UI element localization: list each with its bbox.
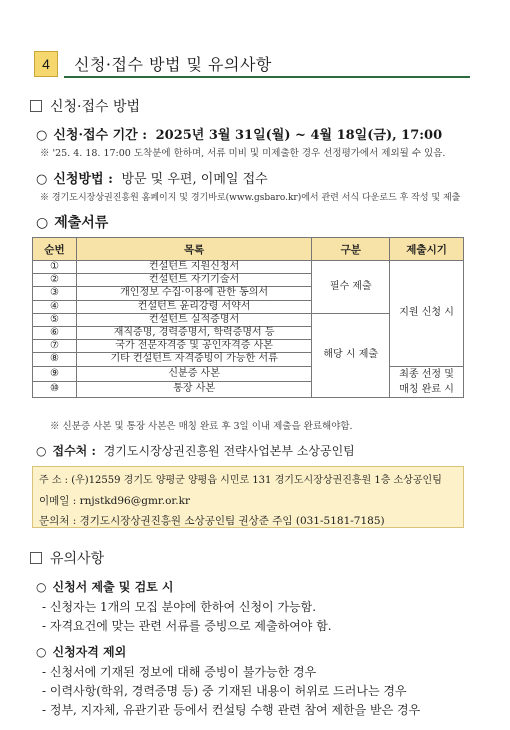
period-value: 2025년 3월 31일(월) ~ 4월 18일(금), 17:00	[155, 128, 443, 143]
header-category: 구분	[312, 238, 390, 261]
contact-box	[32, 466, 464, 528]
caution-heading-row	[30, 548, 104, 568]
caution-sub2-item: - 이력사항(학위, 경력증명 등) 중 기재된 내용이 허위로 드러나는 경우	[42, 684, 407, 698]
circle-bullet-icon: ○	[36, 128, 48, 143]
row-no: ⑥	[33, 326, 77, 339]
circle-bullet-icon: ○	[36, 444, 47, 458]
apply-heading-row	[30, 96, 140, 116]
caution-sub2-item: - 신청서에 기재된 정보에 대해 증빙이 불가능한 경우	[42, 665, 317, 679]
row-item: 컨설턴트 실적증명서	[76, 313, 311, 326]
circle-bullet-icon: ○	[36, 215, 49, 231]
table-header-row	[33, 238, 464, 261]
title-underline	[64, 76, 470, 78]
group-optional: 해당 시 제출	[312, 313, 390, 397]
caution-sub1-title: 신청서 제출 및 검토 시	[52, 580, 174, 594]
row-item: 국가 전문자격증 및 공인자격증 사본	[76, 340, 311, 353]
contact-email: 이메일 : rnjstkd96@gmr.or.kr	[39, 495, 191, 507]
caution-sub2-item: - 정부, 지자체, 유관기관 등에서 컨설팅 수행 관련 참여 제한을 받은 경우	[42, 703, 421, 717]
documents-table	[32, 237, 464, 398]
period-row	[36, 124, 442, 143]
caution-sub2-title: 신청자격 제외	[52, 645, 127, 659]
circle-bullet-icon: ○	[36, 580, 47, 594]
timing-final	[390, 366, 464, 397]
row-no: ⑦	[33, 340, 77, 353]
timing-final-line2: 매칭 완료 시	[399, 383, 454, 395]
method-note: ※ 경기도시장상권진흥원 홈페이지 및 경기바로(www.gsbaro.kr)에서 관련 서식 다운로드 후 작성 및 제출	[40, 193, 461, 203]
receiver-value: 경기도시장상권진흥원 전략사업본부 소상공인팀	[103, 444, 355, 458]
row-no: ⑩	[33, 382, 77, 398]
caution-sub1-row	[36, 578, 174, 595]
timing-apply: 지원 신청 시	[390, 261, 464, 367]
header-no: 순번	[33, 238, 77, 261]
section-title: 신청·접수 방법 및 유의사항	[74, 55, 272, 74]
table-row	[33, 366, 464, 382]
table-row	[33, 261, 464, 274]
table-note: ※ 신분증 사본 및 통장 사본은 매칭 완료 후 3일 이내 제출을 완료해야함.	[50, 421, 353, 432]
row-item: 기타 컨설턴트 자격증빙이 가능한 서류	[76, 353, 311, 366]
section-number: 4	[34, 51, 58, 77]
circle-bullet-icon: ○	[36, 172, 48, 187]
square-bullet-icon	[30, 552, 42, 564]
timing-final-line1: 최종 선정 및	[399, 368, 454, 380]
apply-heading: 신청·접수 방법	[50, 99, 141, 115]
row-no: ②	[33, 274, 77, 287]
method-value: 방문 및 우편, 이메일 접수	[121, 172, 268, 187]
row-item: 신분증 사본	[76, 366, 311, 382]
caution-sub1-item: - 신청자는 1개의 모집 분야에 한하여 신청이 가능함.	[42, 600, 317, 614]
row-item: 컨설턴트 지원신청서	[76, 261, 311, 274]
method-label: 신청방법 :	[53, 172, 113, 187]
circle-bullet-icon: ○	[36, 645, 47, 659]
receiver-row	[36, 442, 355, 459]
caution-sub1-item: - 자격요건에 맞는 관련 서류를 증빙으로 제출하여야 함.	[42, 619, 332, 633]
header-timing: 제출시기	[390, 238, 464, 261]
docs-row	[36, 212, 108, 232]
row-no: ④	[33, 300, 77, 313]
row-no: ⑧	[33, 353, 77, 366]
period-note: ※ '25. 4. 18. 17:00 도착분에 한하며, 서류 미비 및 미제출한 경우 선정평가에서 제외될 수 있음.	[40, 148, 446, 159]
row-no: ③	[33, 287, 77, 300]
method-row	[36, 168, 268, 187]
contact-address: 주 소 : (우)12559 경기도 양평군 양평읍 시민로 131 경기도시장상권진흥원 1층 소상공인팀	[39, 475, 442, 486]
square-bullet-icon	[30, 100, 42, 112]
period-label: 신청·접수 기간 :	[53, 128, 148, 143]
row-no: ①	[33, 261, 77, 274]
header-item: 목록	[76, 238, 311, 261]
row-no: ⑨	[33, 366, 77, 382]
docs-heading: 제출서류	[54, 215, 109, 231]
caution-sub2-row	[36, 643, 126, 660]
row-item: 통장 사본	[76, 382, 311, 398]
contact-phone: 문의처 : 경기도시장상권진흥원 소상공인팀 권상준 주임 (031-5181-7185)	[39, 515, 385, 527]
row-item: 개인정보 수집·이용에 관한 동의서	[76, 287, 311, 300]
row-no: ⑤	[33, 313, 77, 326]
row-item: 재직증명, 경력증명서, 학력증명서 등	[76, 326, 311, 339]
receiver-label: 접수처 :	[52, 444, 96, 458]
caution-heading: 유의사항	[50, 551, 105, 567]
row-item: 컨설턴트 윤리강령 서약서	[76, 300, 311, 313]
row-item: 컨설턴트 자기기술서	[76, 274, 311, 287]
group-required: 필수 제출	[312, 261, 390, 314]
